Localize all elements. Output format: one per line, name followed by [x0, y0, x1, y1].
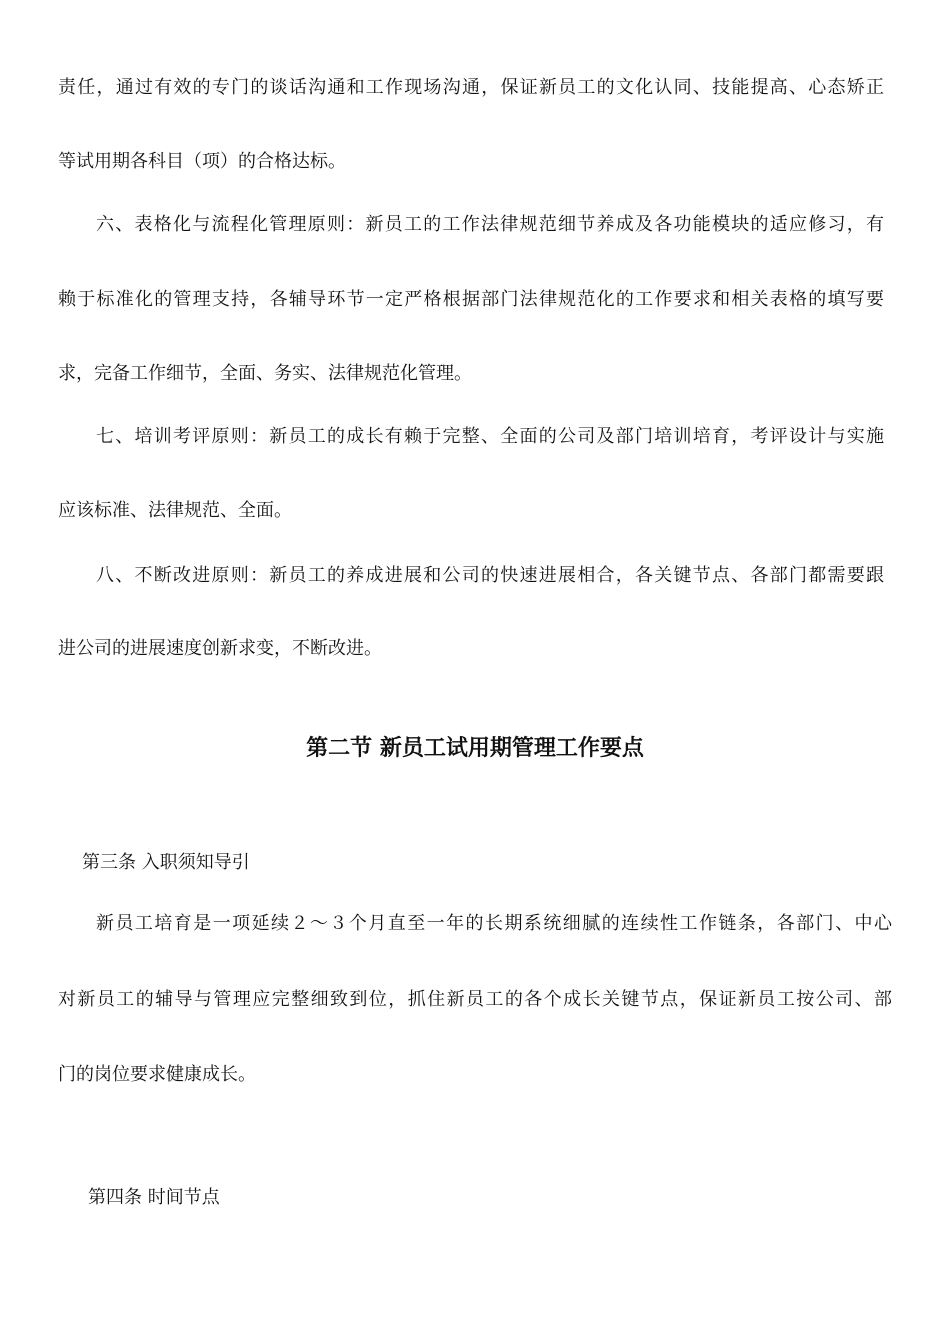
paragraph-line: 应该标准、法律规范、全面。 — [58, 500, 292, 521]
paragraph-line: 新员工培育是一项延续２～３个月直至一年的长期系统细腻的连续性工作链条，各部门、中心 — [96, 913, 892, 934]
paragraph-line: 对新员工的辅导与管理应完整细致到位，抓住新员工的各个成长关键节点，保证新员工按公司、部 — [58, 989, 892, 1010]
paragraph-line: 赖于标准化的管理支持，各辅导环节一定严格根据部门法律规范化的工作要求和相关表格的填写要 — [58, 289, 884, 310]
section-heading: 第二节 新员工试用期管理工作要点 — [306, 735, 644, 761]
paragraph-line: 七、培训考评原则：新员工的成长有赖于完整、全面的公司及部门培训培育，考评设计与实施 — [96, 426, 884, 447]
paragraph-line: 进公司的进展速度创新求变，不断改进。 — [58, 638, 382, 659]
article-3-title: 第三条 入职须知导引 — [82, 852, 250, 873]
paragraph-line: 责任，通过有效的专门的谈话沟通和工作现场沟通，保证新员工的文化认同、技能提高、心态矫正 — [58, 77, 884, 98]
paragraph-line: 求，完备工作细节，全面、务实、法律规范化管理。 — [58, 363, 472, 384]
paragraph-line: 门的岗位要求健康成长。 — [58, 1064, 256, 1085]
paragraph-line: 六、表格化与流程化管理原则：新员工的工作法律规范细节养成及各功能模块的适应修习，有 — [96, 214, 884, 235]
paragraph-line: 等试用期各科目（项）的合格达标。 — [58, 151, 346, 172]
paragraph-line: 八、不断改进原则：新员工的养成进展和公司的快速进展相合，各关键节点、各部门都需要跟 — [96, 565, 884, 586]
article-4-title: 第四条 时间节点 — [88, 1187, 220, 1208]
